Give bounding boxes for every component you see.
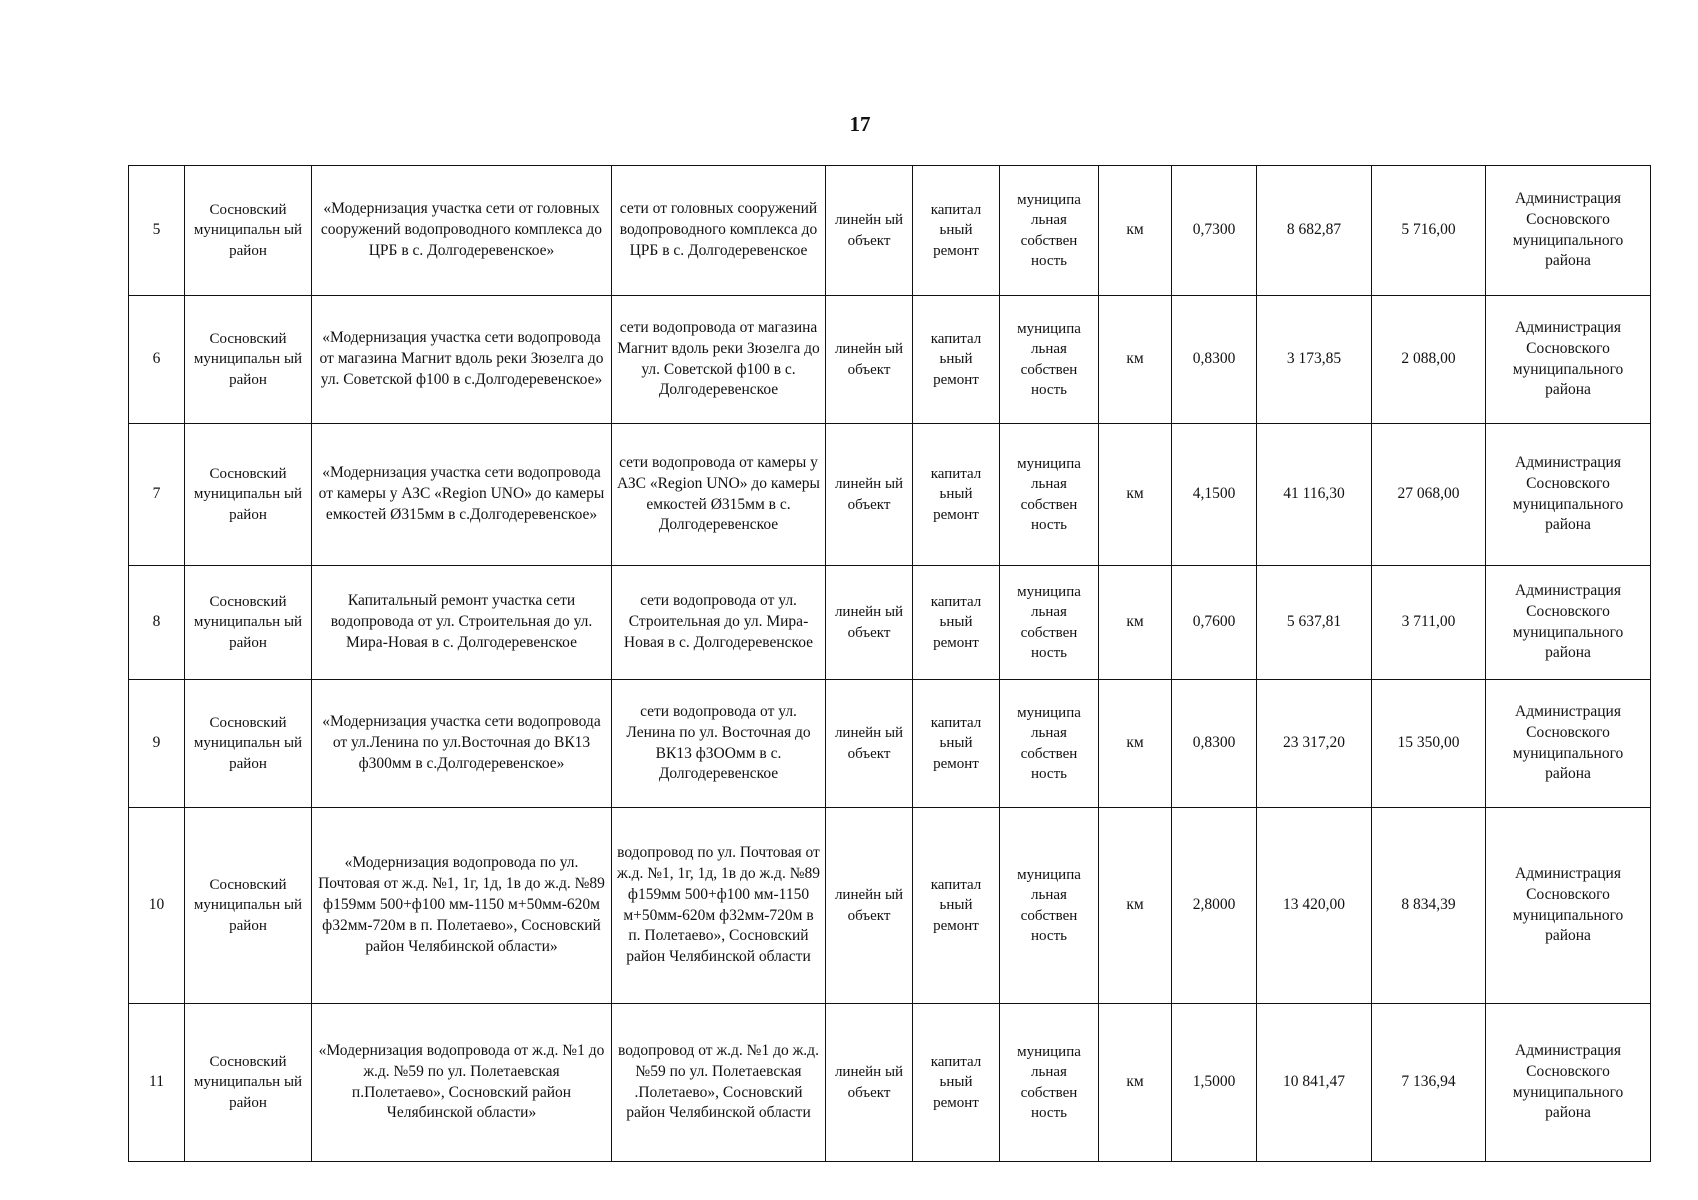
cost-cell: 13 420,00	[1257, 808, 1372, 1004]
amount-cell: 5 716,00	[1372, 166, 1486, 296]
ownership-cell: муниципа льная собствен ность	[1000, 680, 1099, 808]
unit-cell: км	[1099, 566, 1172, 680]
work-type-cell: капитал ьный ремонт	[913, 566, 1000, 680]
municipality-cell: Сосновский муниципальн ый район	[185, 1004, 312, 1162]
table-row	[129, 566, 1651, 680]
administrator-cell: Администрация Сосновского муниципального района	[1486, 424, 1651, 566]
municipality-cell: Сосновский муниципальн ый район	[185, 808, 312, 1004]
length-cell: 0,8300	[1172, 680, 1257, 808]
object-description-cell: водопровод от ж.д. №1 до ж.д. №59 по ул. Полетаевская .Полетаево», Сосновский район Челябинской области	[612, 1004, 826, 1162]
amount-cell: 27 068,00	[1372, 424, 1486, 566]
row-number: 9	[129, 680, 185, 808]
ownership-cell: муниципа льная собствен ность	[1000, 424, 1099, 566]
row-number: 8	[129, 566, 185, 680]
amount-cell: 8 834,39	[1372, 808, 1486, 1004]
project-name-cell: Капитальный ремонт участка сети водопровода от ул. Строительная до ул. Мира-Новая в с. Долгодеревенское	[312, 566, 612, 680]
object-type-cell: линейн ый объект	[826, 566, 913, 680]
work-type-cell: капитал ьный ремонт	[913, 424, 1000, 566]
row-number: 11	[129, 1004, 185, 1162]
cost-cell: 8 682,87	[1257, 166, 1372, 296]
administrator-cell: Администрация Сосновского муниципального района	[1486, 296, 1651, 424]
amount-cell: 2 088,00	[1372, 296, 1486, 424]
ownership-cell: муниципа льная собствен ность	[1000, 166, 1099, 296]
project-name-cell: «Модернизация участка сети водопровода от магазина Магнит вдоль реки Зюзелга до ул. Советской ф100 в с.Долгодеревенское»	[312, 296, 612, 424]
object-type-cell: линейн ый объект	[826, 424, 913, 566]
object-description-cell: сети водопровода от ул. Ленина по ул. Восточная до ВК13 ф3ООмм в с. Долгодеревенское	[612, 680, 826, 808]
length-cell: 4,1500	[1172, 424, 1257, 566]
cost-cell: 3 173,85	[1257, 296, 1372, 424]
cost-cell: 5 637,81	[1257, 566, 1372, 680]
amount-cell: 15 350,00	[1372, 680, 1486, 808]
row-number: 7	[129, 424, 185, 566]
ownership-cell: муниципа льная собствен ность	[1000, 808, 1099, 1004]
table-body	[129, 166, 1651, 1162]
administrator-cell: Администрация Сосновского муниципального района	[1486, 680, 1651, 808]
length-cell: 1,5000	[1172, 1004, 1257, 1162]
project-name-cell: «Модернизация водопровода от ж.д. №1 до ж.д. №59 по ул. Полетаевская п.Полетаево», Сосновский район Челябинской области»	[312, 1004, 612, 1162]
object-type-cell: линейн ый объект	[826, 680, 913, 808]
row-number: 6	[129, 296, 185, 424]
unit-cell: км	[1099, 1004, 1172, 1162]
object-type-cell: линейн ый объект	[826, 1004, 913, 1162]
unit-cell: км	[1099, 166, 1172, 296]
work-type-cell: капитал ьный ремонт	[913, 1004, 1000, 1162]
cost-cell: 41 116,30	[1257, 424, 1372, 566]
object-description-cell: сети водопровода от ул. Строительная до ул. Мира-Новая в с. Долгодеревенское	[612, 566, 826, 680]
length-cell: 2,8000	[1172, 808, 1257, 1004]
object-type-cell: линейн ый объект	[826, 808, 913, 1004]
length-cell: 0,7600	[1172, 566, 1257, 680]
row-number: 10	[129, 808, 185, 1004]
municipality-cell: Сосновский муниципальн ый район	[185, 680, 312, 808]
municipality-cell: Сосновский муниципальн ый район	[185, 424, 312, 566]
object-description-cell: сети от головных сооружений водопроводного комплекса до ЦРБ в с. Долгодеревенское	[612, 166, 826, 296]
unit-cell: км	[1099, 808, 1172, 1004]
administrator-cell: Администрация Сосновского муниципального района	[1486, 166, 1651, 296]
table-row	[129, 1004, 1651, 1162]
amount-cell: 7 136,94	[1372, 1004, 1486, 1162]
work-type-cell: капитал ьный ремонт	[913, 808, 1000, 1004]
project-name-cell: «Модернизация участка сети водопровода от ул.Ленина по ул.Восточная до ВК13 ф300мм в с.Долгодеревенское»	[312, 680, 612, 808]
project-name-cell: «Модернизация участка сети водопровода от камеры у АЗС «Region UNO» до камеры емкостей Ø315мм в с.Долгодеревенское»	[312, 424, 612, 566]
ownership-cell: муниципа льная собствен ность	[1000, 296, 1099, 424]
administrator-cell: Администрация Сосновского муниципального района	[1486, 808, 1651, 1004]
object-description-cell: сети водопровода от камеры у АЗС «Region UNO» до камеры емкостей Ø315мм в с. Долгодеревенское	[612, 424, 826, 566]
administrator-cell: Администрация Сосновского муниципального района	[1486, 1004, 1651, 1162]
table-row	[129, 808, 1651, 1004]
municipality-cell: Сосновский муниципальн ый район	[185, 296, 312, 424]
page-number: 17	[849, 112, 871, 136]
object-type-cell: линейн ый объект	[826, 166, 913, 296]
table-row	[129, 424, 1651, 566]
ownership-cell: муниципа льная собствен ность	[1000, 1004, 1099, 1162]
unit-cell: км	[1099, 680, 1172, 808]
length-cell: 0,7300	[1172, 166, 1257, 296]
cost-cell: 23 317,20	[1257, 680, 1372, 808]
cost-cell: 10 841,47	[1257, 1004, 1372, 1162]
object-description-cell: сети водопровода от магазина Магнит вдоль реки Зюзелга до ул. Советской ф100 в с. Долгодеревенское	[612, 296, 826, 424]
row-number: 5	[129, 166, 185, 296]
project-name-cell: «Модернизация водопровода по ул. Почтовая от ж.д. №1, 1г, 1д, 1в до ж.д. №89 ф159мм 500+ф100 мм-1150 м+50мм-620м ф32мм-720м в п. Полетаево», Сосновский район Челябинской области»	[312, 808, 612, 1004]
work-type-cell: капитал ьный ремонт	[913, 166, 1000, 296]
amount-cell: 3 711,00	[1372, 566, 1486, 680]
municipality-cell: Сосновский муниципальн ый район	[185, 166, 312, 296]
table-row	[129, 296, 1651, 424]
ownership-cell: муниципа льная собствен ность	[1000, 566, 1099, 680]
unit-cell: км	[1099, 424, 1172, 566]
table-row	[129, 166, 1651, 296]
project-name-cell: «Модернизация участка сети от головных сооружений водопроводного комплекса до ЦРБ в с. Долгодеревенское»	[312, 166, 612, 296]
object-type-cell: линейн ый объект	[826, 296, 913, 424]
projects-table	[128, 165, 1651, 1162]
municipality-cell: Сосновский муниципальн ый район	[185, 566, 312, 680]
unit-cell: км	[1099, 296, 1172, 424]
object-description-cell: водопровод по ул. Почтовая от ж.д. №1, 1г, 1д, 1в до ж.д. №89 ф159мм 500+ф100 мм-1150 м+50мм-620м ф32мм-720м в п. Полетаево», Сосновский район Челябинской области	[612, 808, 826, 1004]
table-row	[129, 680, 1651, 808]
work-type-cell: капитал ьный ремонт	[913, 680, 1000, 808]
work-type-cell: капитал ьный ремонт	[913, 296, 1000, 424]
administrator-cell: Администрация Сосновского муниципального района	[1486, 566, 1651, 680]
length-cell: 0,8300	[1172, 296, 1257, 424]
